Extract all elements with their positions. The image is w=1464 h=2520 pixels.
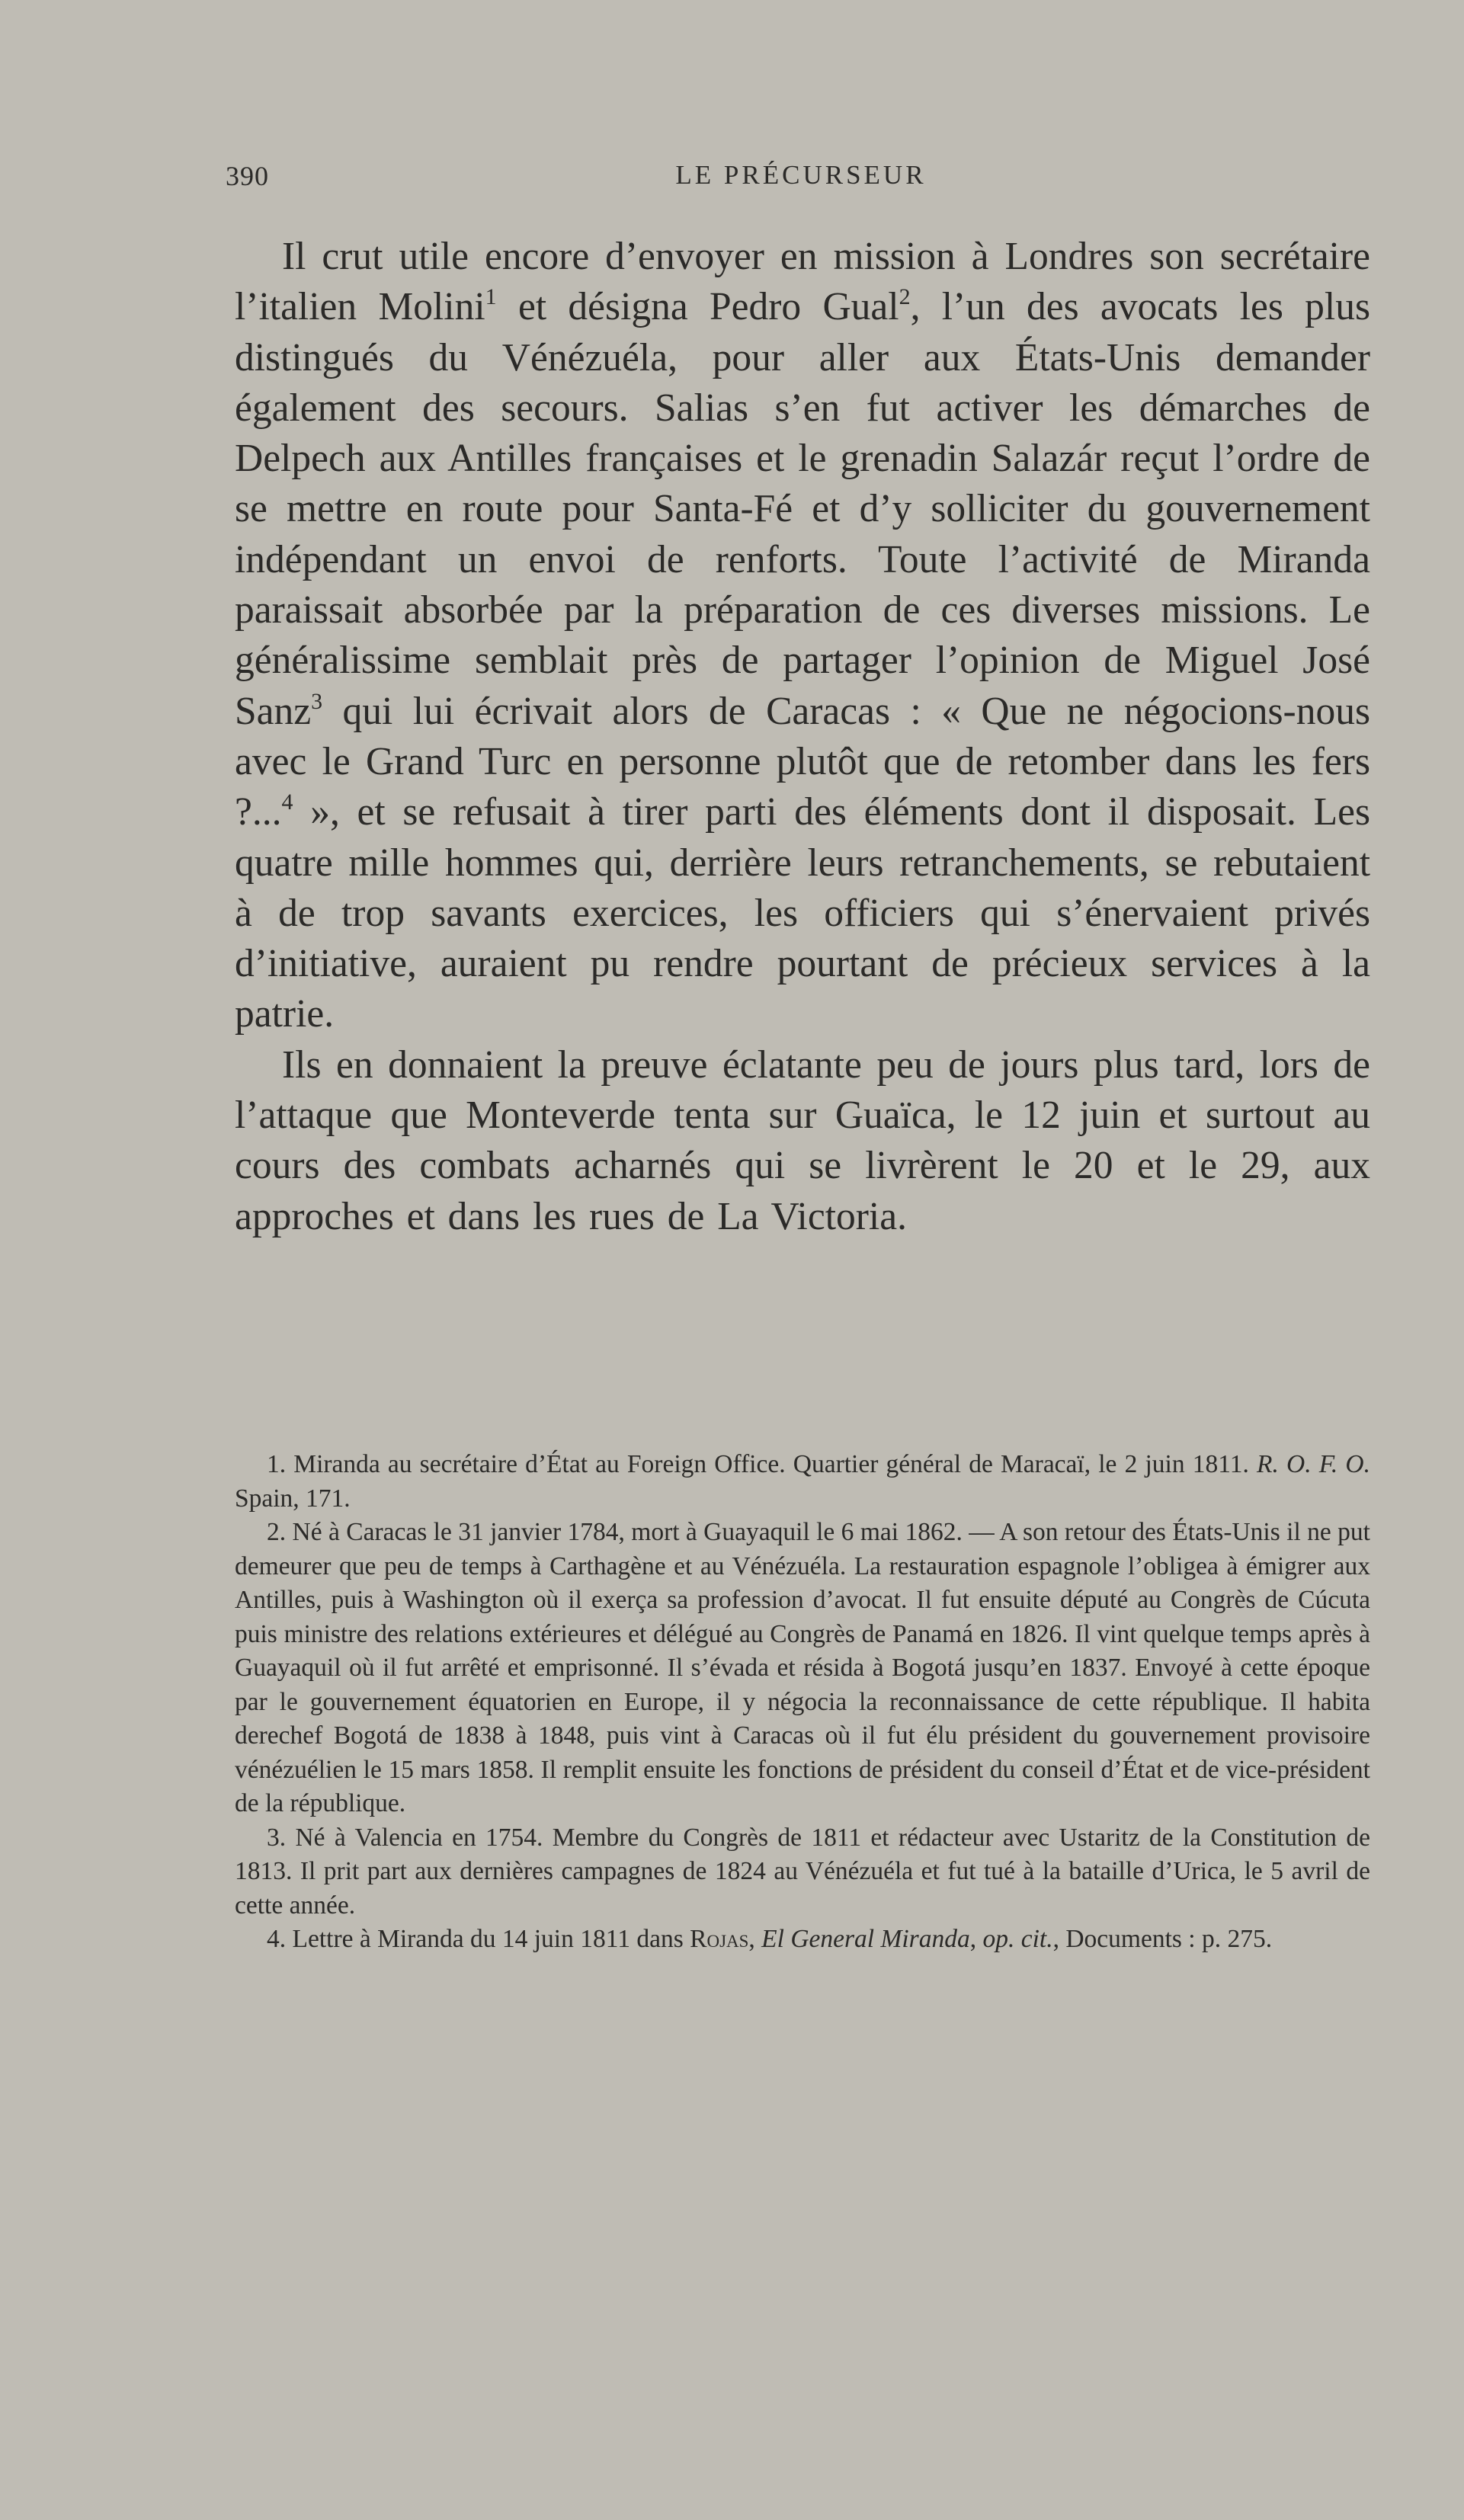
body-text: [235, 232, 1370, 1242]
footnote-author: Rojas: [690, 1925, 749, 1953]
footnote-ref-2: 2: [899, 284, 911, 310]
paragraph-1-text: », et se refusait à tirer parti des éléments dont il disposait. Les quatre mille hommes qui, derrière leurs retranchements, se rebutaient à de trop savants exercices, les officiers qui s’énervaient privés d’initiative, auraient pu rendre pourtant de précieux services à la patrie.: [235, 790, 1370, 1036]
footnote-3: [235, 1821, 1370, 1923]
footnote-source: R. O. F. O.: [1257, 1450, 1370, 1478]
footnote-1: [235, 1448, 1370, 1516]
paragraph-1-text: et désigna Pedro Gual: [496, 285, 899, 329]
footnote-book-title: El General Miranda: [761, 1925, 970, 1953]
footnote-ref-1: 1: [485, 284, 497, 310]
paragraph-1: [235, 232, 1370, 1040]
running-title: LE PRÉCURSEUR: [675, 160, 927, 190]
footnote-4: [235, 1923, 1370, 1957]
footnote-op-cit: op. cit.: [982, 1925, 1053, 1953]
page-number: 390: [226, 161, 269, 191]
paragraph-1-text: , l’un des avocats les plus distingués du Vénézuéla, pour aller aux États-Unis demander également des secours. Salias s’en fut activer les démarches de Delpech aux Antilles françaises et le grenadin Salazár reçut l’ordre de se mettre en route pour Santa-Fé et d’y solliciter du gouvernement indépendant un envoi de renforts. Toute l’activité de Miranda paraissait absorbée par la préparation de ces diverses missions. Le généralissime semblait près de partager l’opinion de Miguel José Sanz: [235, 285, 1370, 733]
footnote-separator: ,: [748, 1925, 762, 1953]
footnote-text: Spain, 171.: [235, 1484, 351, 1513]
footnote-text: Miranda au secrétaire d’État au Foreign Office. Quartier général de Maracaï, le 2 juin 1811.: [286, 1450, 1257, 1478]
footnote-text: Né à Valencia en 1754. Membre du Congrès de 1811 et rédacteur avec Ustaritz de la Constitution de 1813. Il prit part aux dernières campagnes de 1824 au Vénézuéla et fut tué à la bataille d’Urica, le 5 avril de cette année.: [235, 1823, 1370, 1920]
paragraph-2: Ils en donnaient la preuve éclatante peu de jours plus tard, lors de l’attaque que Monteverde tenta sur Guaïca, le 12 juin et surtout au cours des combats acharnés qui se livrèrent le 20 et le 29, aux approches et dans les rues de La Victoria.: [235, 1042, 1370, 1238]
footnote-ref-4: 4: [281, 789, 293, 815]
footnote-2: [235, 1516, 1370, 1821]
footnote-number: 1.: [267, 1450, 287, 1478]
footnote-number: 3.: [267, 1823, 287, 1852]
footnote-number: 4.: [267, 1925, 287, 1953]
footnote-separator: ,: [969, 1925, 983, 1953]
footnote-text: , Documents : p. 275.: [1052, 1925, 1273, 1953]
footnote-number: 2.: [267, 1518, 287, 1546]
footnote-text: Lettre à Miranda du 14 juin 1811 dans: [286, 1925, 690, 1953]
paragraph-1-text: Il crut utile encore d’envoyer en mission à Londres son secrétaire l’italien Molini: [235, 235, 1370, 329]
page-header: [226, 160, 1376, 206]
footnotes: [235, 1448, 1370, 1957]
footnote-text: Né à Caracas le 31 janvier 1784, mort à Guayaquil le 6 mai 1862. — A son retour des États-Unis il ne put demeurer que peu de temps à Carthagène et au Vénézuéla. La restauration espagnole l’obligea à émigrer aux Antilles, puis à Washington où il exerça sa profession d’avocat. Il fut ensuite député au Congrès de Cúcuta puis ministre des relations extérieures et délégué au Congrès de Panamá en 1826. Il vint quelque temps après à Guayaquil où il fut arrêté et emprisonné. Il s’évada et résida à Bogotá jusqu’en 1837. Envoyé à cette époque par le gouvernement équatorien en Europe, il y négocia la reconnaissance de cette république. Il habita derechef Bogotá de 1838 à 1848, puis vint à Caracas où il fut élu président du gouvernement provisoire vénézuélien le 15 mars 1858. Il remplit ensuite les fonctions de président du conseil d’État et de vice-président de la république.: [235, 1518, 1370, 1817]
footnote-ref-3: 3: [311, 688, 323, 714]
paragraph-1-text: qui lui écrivait alors de Caracas : « Que ne négocions-nous avec le Grand Turc en personne plutôt que de retomber dans les fers ?...: [235, 689, 1370, 834]
